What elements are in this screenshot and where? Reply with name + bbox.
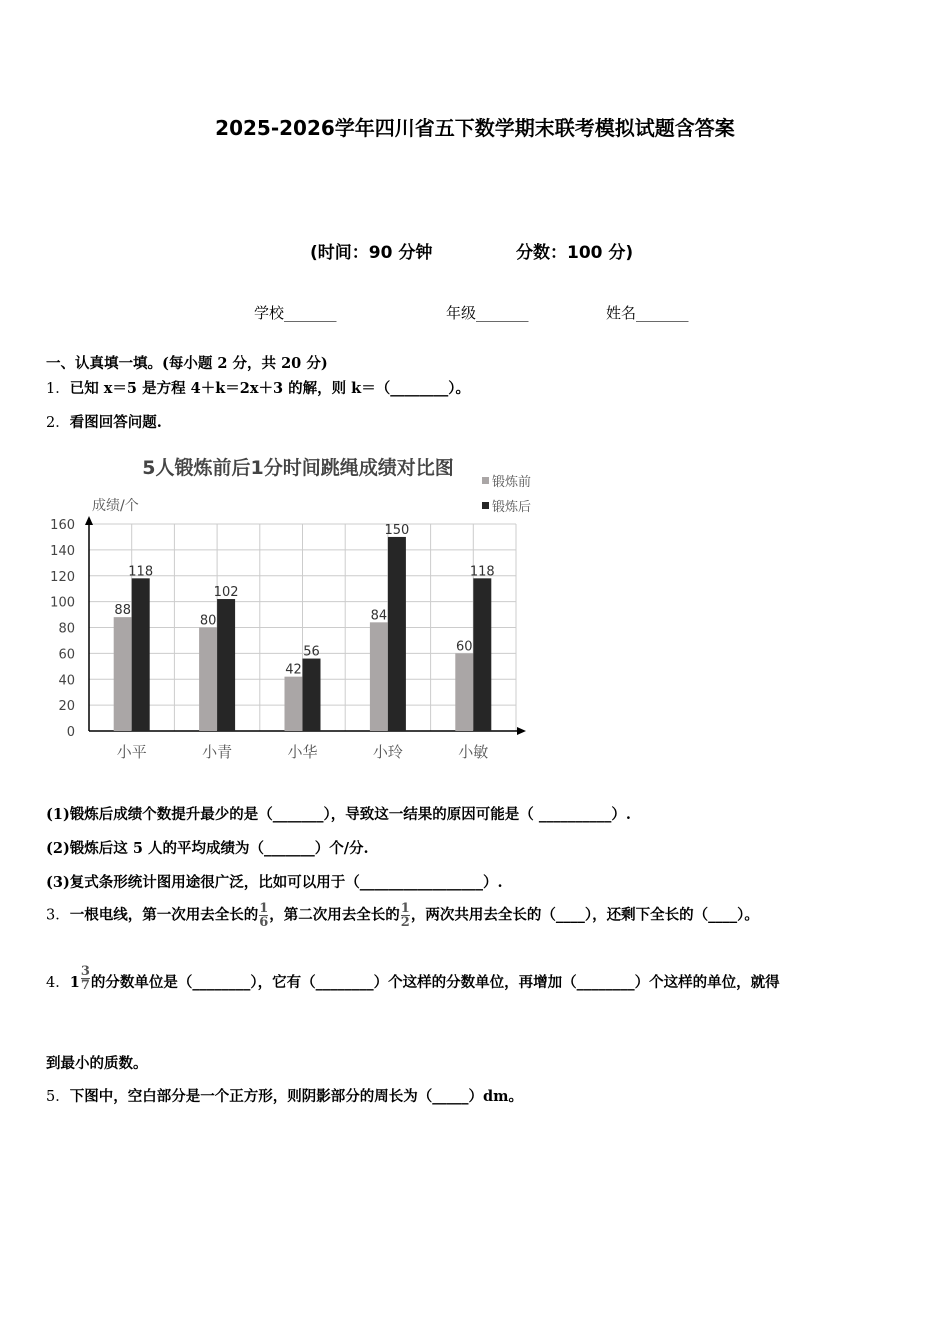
data-label: 60 — [456, 639, 473, 655]
fraction — [401, 902, 410, 929]
legend-label: 锻炼前 — [492, 475, 532, 490]
legend-swatch — [482, 502, 489, 509]
bar-before — [114, 617, 132, 731]
question-text: 看图回答问题. — [69, 414, 162, 431]
question-5 — [46, 1085, 523, 1106]
bar-after — [132, 578, 150, 731]
bar-after — [303, 659, 321, 731]
denominator: 2 — [400, 915, 410, 930]
y-tick-label: 100 — [50, 595, 75, 611]
data-label: 56 — [303, 644, 320, 660]
legend-label: 锻炼后 — [492, 500, 532, 515]
denominator: 7 — [80, 978, 90, 993]
question-text: ，第二次用去全长的 — [269, 906, 400, 924]
denominator: 6 — [259, 915, 269, 930]
numerator: 3 — [80, 964, 90, 979]
question-number: 5． — [46, 1089, 70, 1105]
question-text: 的分数单位是（________），它有（________）个这样的分数单位，再增加（________）个这样的单位，就得 — [90, 974, 780, 991]
chart-title: 5人锻炼前后1分时间跳绳成绩对比图 — [142, 457, 454, 479]
y-axis-label: 成绩/个 — [92, 498, 139, 514]
data-label: 88 — [114, 603, 131, 619]
question-text: 已知 x＝5 是方程 4＋k＝2x＋3 的解，则 k＝（________）。 — [69, 380, 470, 397]
y-tick-label: 80 — [58, 621, 75, 637]
x-tick-label: 小平 — [116, 743, 147, 761]
question-text: 下图中，空白部分是一个正方形，则阴影部分的周长为（_____）dm。 — [69, 1088, 523, 1105]
question-3 — [46, 902, 759, 929]
data-label: 84 — [370, 608, 388, 624]
fraction — [81, 965, 90, 992]
y-tick-label: 120 — [50, 569, 75, 585]
bar-before — [370, 622, 388, 731]
question-4-continued: 到最小的质数。 — [46, 1055, 148, 1072]
bar-before — [199, 628, 217, 732]
data-label: 80 — [199, 613, 217, 629]
bar-before — [455, 653, 473, 731]
x-tick-label: 小青 — [202, 743, 233, 761]
grade-field: 年级_______ — [446, 304, 529, 322]
numerator: 1 — [259, 901, 269, 916]
bar-before — [285, 677, 303, 731]
question-number: 4． — [46, 975, 70, 991]
mixed-whole: 1 — [69, 974, 80, 991]
y-axis-arrow — [85, 516, 93, 525]
question-text: 一根电线，第一次用去全长的 — [69, 906, 259, 924]
bar-after — [473, 578, 491, 731]
x-tick-label: 小玲 — [372, 743, 403, 761]
name-field: 姓名_______ — [606, 304, 689, 322]
bar-after — [217, 599, 235, 731]
data-label: 102 — [213, 585, 239, 601]
data-label: 42 — [285, 662, 302, 678]
question-number: 1． — [46, 381, 70, 397]
bar-chart — [40, 440, 560, 770]
y-tick-label: 140 — [50, 543, 75, 559]
question-1 — [46, 377, 470, 398]
x-tick-label: 小敏 — [458, 743, 489, 761]
y-tick-label: 20 — [58, 699, 75, 715]
data-label: 150 — [384, 522, 410, 538]
y-tick-label: 160 — [50, 518, 75, 533]
bar-after — [388, 537, 406, 731]
exam-score: 分数：100 分) — [516, 243, 634, 263]
question-4 — [46, 965, 780, 992]
question-2 — [46, 411, 162, 432]
question-2-part-2: (2)锻炼后这 5 人的平均成绩为（_______）个/分. — [46, 840, 369, 857]
y-tick-label: 40 — [58, 673, 75, 689]
page-title: 2025-2026学年四川省五下数学期末联考模拟试题含答案 — [215, 116, 735, 140]
y-tick-label: 0 — [66, 725, 75, 740]
question-number: 3． — [46, 907, 70, 924]
question-2-part-3: (3)复式条形统计图用途很广泛，比如可以用于（_________________）. — [46, 874, 503, 891]
x-tick-label: 小华 — [287, 743, 318, 761]
legend-swatch — [482, 477, 489, 484]
question-2-part-1: (1)锻炼后成绩个数提升最少的是（_______），导致这一结果的原因可能是（ __________）. — [46, 806, 631, 823]
question-number: 2． — [46, 415, 70, 431]
y-tick-label: 60 — [58, 647, 75, 663]
x-axis-arrow — [517, 727, 526, 735]
exam-time: (时间：90 分钟 — [310, 243, 433, 263]
school-field: 学校_______ — [254, 304, 337, 322]
fraction — [259, 902, 268, 929]
section-heading: 一、认真填一填。(每小题 2 分，共 20 分) — [46, 355, 328, 372]
question-text: ，两次共用去全长的（____），还剩下全长的（____）。 — [410, 906, 759, 924]
numerator: 1 — [400, 901, 410, 916]
data-label: 118 — [469, 564, 495, 580]
data-label: 118 — [128, 564, 154, 580]
